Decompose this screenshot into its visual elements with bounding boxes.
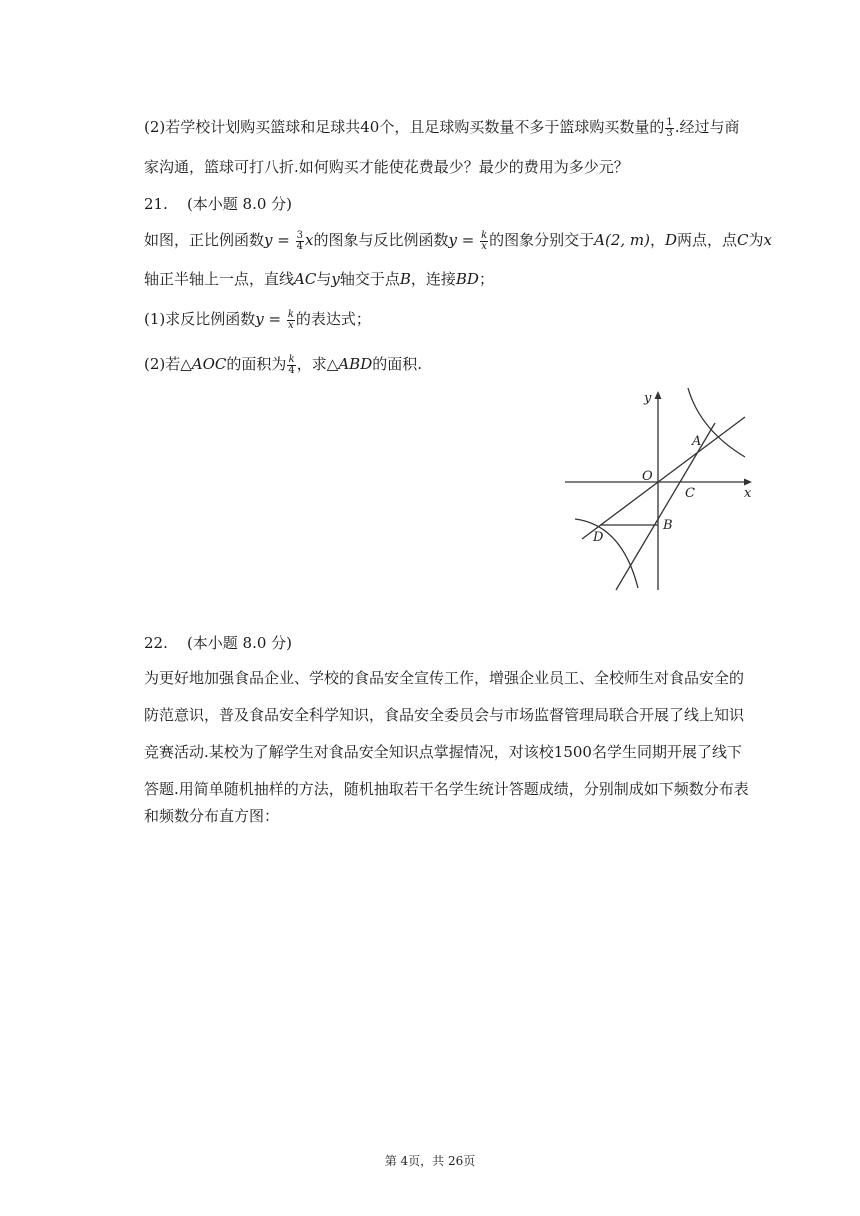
geometry-figure — [560, 385, 760, 595]
math: AC — [294, 270, 317, 288]
text: 与 — [316, 270, 332, 288]
q22-line: 和频数分布直方图： — [144, 807, 280, 825]
fraction: $\frac{3}{4}$ — [296, 229, 303, 252]
text: 为 — [748, 231, 764, 249]
q22-line: 防范意识，普及食品安全科学知识，食品安全委员会与市场监督管理局联合开展了线上知识 — [144, 706, 745, 724]
math: D — [665, 231, 678, 249]
text: ， — [649, 231, 665, 249]
math: y — [255, 310, 264, 328]
text: = — [456, 231, 480, 249]
text: 两点，点 — [677, 231, 738, 249]
math: x — [763, 231, 773, 249]
text: 的表达式； — [295, 310, 371, 328]
fraction: $\frac{1}{3}$ — [666, 116, 673, 139]
q21-header — [144, 193, 292, 215]
math: y — [448, 231, 457, 249]
q20-line-2: 家沟通，篮球可打八折.如何购买才能使花费最少？最少的费用为多少元？ — [144, 158, 629, 176]
fraction: $\frac{k}{4}$ — [288, 353, 295, 376]
math: A(2, m) — [594, 231, 650, 249]
math: BD — [455, 270, 479, 288]
label-y: y — [644, 391, 652, 406]
text: (2)若△ — [144, 355, 192, 373]
text: 的面积为 — [226, 355, 287, 373]
q22-line: 竞赛活动.某校为了解学生对食品安全知识点掌握情况，对该校1500名学生同期开展了线下 — [144, 743, 742, 761]
q20-line-1 — [144, 116, 740, 139]
fraction: $\frac{k}{x}$ — [287, 308, 294, 331]
y-axis-arrow — [655, 391, 662, 399]
text: 如图，正比例函数 — [144, 231, 265, 249]
question-score: (本小题 8.0 分) — [186, 195, 293, 213]
label-O: O — [642, 469, 653, 484]
math: ABD — [338, 355, 373, 373]
math: y — [331, 270, 340, 288]
q21-line-1 — [144, 229, 772, 252]
text: = — [263, 310, 286, 328]
text: 轴正半轴上一点，直线 — [144, 270, 295, 288]
label-B: B — [663, 518, 673, 533]
text: 轴交于点 — [339, 270, 400, 288]
label-D: D — [593, 530, 604, 545]
page-footer: 第 4页，共 26页 — [384, 1154, 476, 1168]
math: AOC — [191, 355, 227, 373]
text: 的面积. — [372, 355, 423, 373]
math: x — [304, 231, 314, 249]
q20-text: .经过与商 — [674, 118, 740, 136]
math: B — [399, 270, 411, 288]
question-number: 22. — [144, 634, 168, 652]
hyperbola-lower — [575, 519, 638, 588]
question-score: (本小题 8.0 分) — [186, 634, 293, 652]
text: ； — [478, 270, 494, 288]
q22-header — [144, 632, 292, 654]
text: 的图象与反比例函数 — [313, 231, 449, 249]
label-x: x — [744, 486, 752, 501]
text: ，求△ — [296, 355, 339, 373]
text: ，连接 — [410, 270, 456, 288]
text: (1)求反比例函数 — [144, 310, 256, 328]
text: = — [272, 231, 295, 249]
fraction: $\frac{k}{x}$ — [481, 229, 488, 252]
label-C: C — [685, 486, 695, 501]
q21-line-2 — [144, 268, 494, 290]
label-A: A — [692, 434, 702, 449]
question-number: 21. — [144, 195, 168, 213]
q21-part-1 — [144, 308, 371, 331]
text: 的图象分别交于 — [489, 231, 595, 249]
q22-line: 为更好地加强食品企业、学校的食品安全宣传工作，增强企业员工、全校师生对食品安全的 — [144, 669, 745, 687]
math: y — [264, 231, 273, 249]
math: C — [737, 231, 749, 249]
q20-text: (2)若学校计划购买篮球和足球共40个，且足球购买数量不多于篮球购买数量的 — [144, 118, 665, 136]
q21-part-2 — [144, 353, 422, 376]
q22-line: 答题.用简单随机抽样的方法，随机抽取若干名学生统计答题成绩，分别制成如下频数分布表 — [144, 780, 749, 798]
x-axis-arrow — [744, 479, 752, 486]
